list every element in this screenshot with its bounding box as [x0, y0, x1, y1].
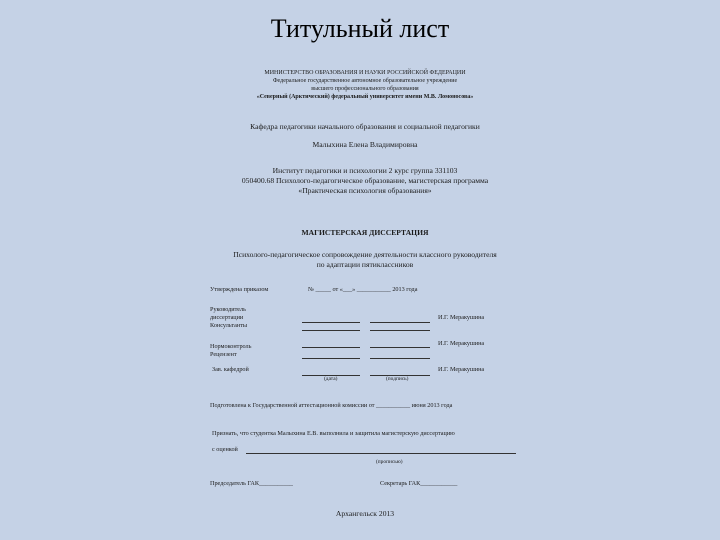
reviewer-sign-line [370, 358, 430, 359]
supervisor-date-line [302, 322, 360, 323]
title-page-document [200, 68, 530, 528]
head-label: Зав. кафедрой [212, 366, 249, 373]
grade-caption: (прописью) [376, 459, 403, 465]
supervisor-name: И.Г. Меракушина [438, 314, 485, 321]
student-name: Малыхина Елена Владимировна [312, 140, 418, 149]
normcontrol-label: Нормоконтроль [210, 343, 252, 350]
supervisor-sign-line [370, 322, 430, 323]
chair-label: Председатель ГАК___________ [210, 480, 294, 487]
grade-label: с оценкой [212, 446, 238, 453]
secretary-label: Секретарь ГАК____________ [380, 480, 458, 487]
university-name: «Северный (Арктический) федеральный университет имени М.В. Ломоносова» [256, 94, 474, 100]
head-name: И.Г. Меракушина [438, 366, 485, 373]
approved-label: Утверждена приказом [210, 286, 269, 293]
footer-city-year: Архангельск 2013 [335, 509, 395, 518]
date-caption: (дата) [324, 376, 338, 382]
program-code: 050400.68 Психолого-педагогическое образование, магистерская программа [241, 176, 489, 185]
grade-line [246, 453, 516, 454]
program-name: «Практическая психология образования» [298, 186, 432, 195]
institution-level: высшего профессионального образования [311, 86, 419, 92]
department: Кафедра педагогики начального образования и социальной педагогики [250, 122, 480, 131]
consultant-date-line [302, 330, 360, 331]
supervisor-label-2: диссертации [210, 314, 244, 321]
topic-line-2: по адаптации пятиклассников [316, 260, 414, 269]
work-type: МАГИСТЕРСКАЯ ДИССЕРТАЦИЯ [301, 228, 429, 237]
normcontrol-date-line [302, 347, 360, 348]
institution-header: Федеральное государственное автономное образовательное учреждение [272, 78, 458, 84]
approved-value: № _____ от «___» ___________ 2013 года [308, 286, 418, 293]
ministry-header: МИНИСТЕРСТВО ОБРАЗОВАНИЯ И НАУКИ РОССИЙСКОЙ ФЕДЕРАЦИИ [264, 70, 466, 76]
reviewer-label: Рецензент [210, 351, 237, 358]
topic-line-1: Психолого-педагогическое сопровождение деятельности классного руководителя [233, 250, 497, 259]
reviewer-date-line [302, 358, 360, 359]
supervisor-label: Руководитель [210, 306, 246, 313]
institute-group: Институт педагогики и психологии 2 курс группа 331103 [272, 166, 458, 175]
defense-line: Подготовлена к Государственной аттестационной комиссии от ___________ июня 2013 года [210, 402, 453, 409]
consultant-sign-line [370, 330, 430, 331]
consultants-label: Консультанты [210, 322, 248, 329]
recognize-line: Признать, что студентка Малыхина Е.В. выполнила и защитила магистерскую диссертацию [212, 430, 455, 437]
normcontrol-sign-line [370, 347, 430, 348]
signature-caption: (подпись) [386, 376, 409, 382]
slide-title: Титульный лист [270, 14, 450, 43]
normcontrol-name: И.Г. Меракушина [438, 340, 485, 347]
